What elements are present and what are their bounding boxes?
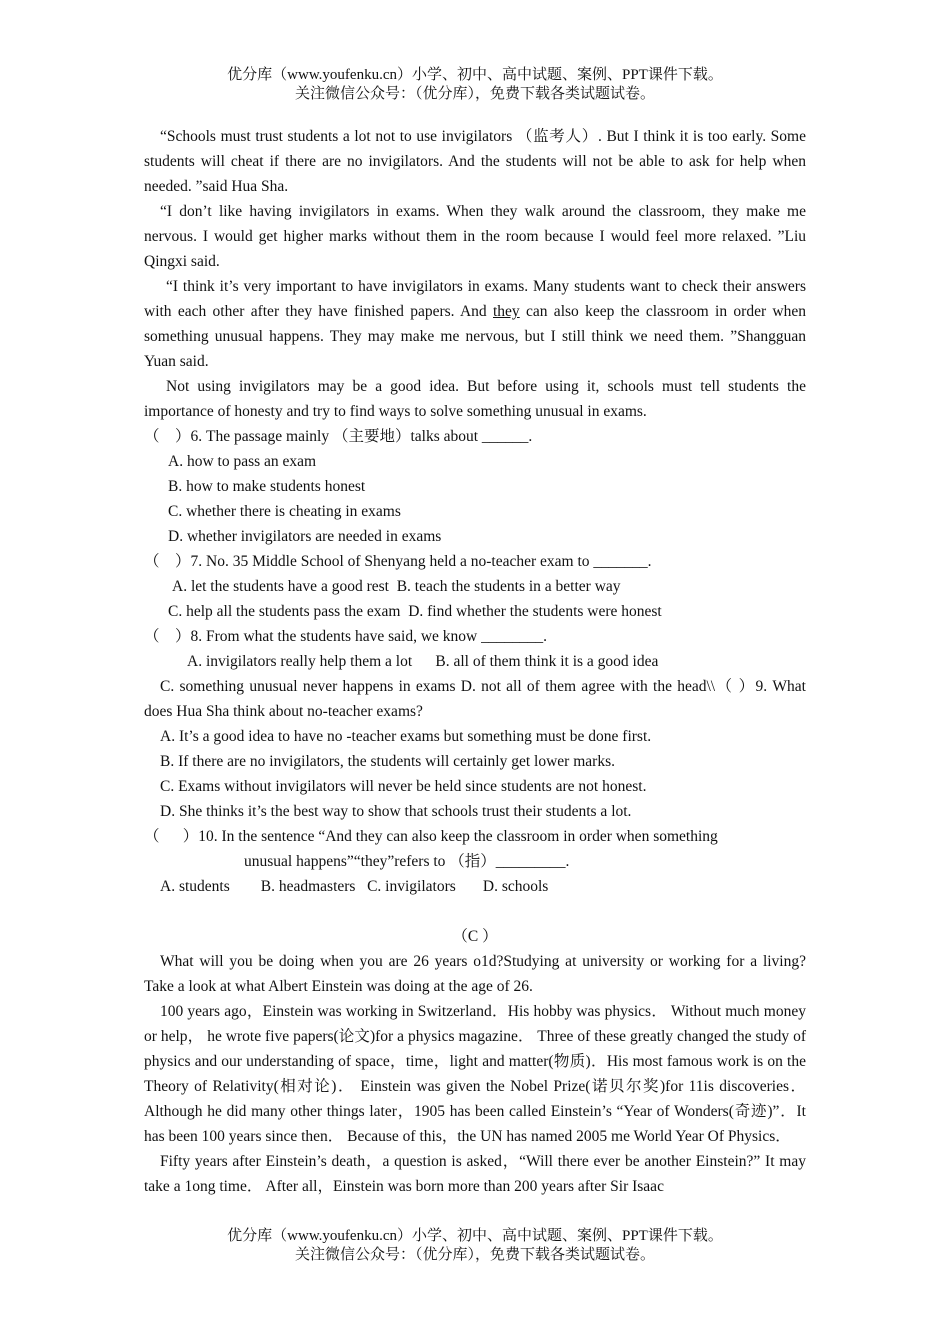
question-8-stem: （ ）8. From what the students have said, we know ________. xyxy=(144,628,547,645)
question-8-options-ab: A. invigilators really help them a lot B. all of them think it is a good idea xyxy=(187,653,659,670)
question-9-option-d: D. She thinks it’s the best way to show that schools trust their students a lot. xyxy=(160,803,632,820)
document-body xyxy=(144,124,806,1199)
paragraph-hua-sha: “Schools must trust students a lot not to use invigilators （监考人）. But I think it is too early. Some students will cheat if there are no invigilators. And the students will not be able to ask for help when needed. ”said Hua Sha. xyxy=(144,128,806,195)
section-c-paragraph-1: What will you be doing when you are 26 years o1d?Studying at university or working for a living? Take a look at what Albert Einstein was doing at the age of 26. xyxy=(144,953,806,995)
question-9-option-c: C. Exams without invigilators will never be held since students are not honest. xyxy=(160,778,647,795)
question-9-option-b: B. If there are no invigilators, the students will certainly get lower marks. xyxy=(160,753,615,770)
footer-line-2: 关注微信公众号：（优分库），免费下载各类试题试卷。 xyxy=(294,1247,655,1263)
section-c-label: （C ） xyxy=(452,928,498,945)
question-6-option-c: C. whether there is cheating in exams xyxy=(168,503,401,520)
paragraph-text: “I think it’s very important to have invigilators in exams. Many students want to check their answers with each other after they have finished papers. And xyxy=(144,278,806,320)
paragraph-conclusion: Not using invigilators may be a good idea. But before using it, schools must tell students the importance of honesty and try to find ways to solve something unusual in exams. xyxy=(144,378,806,420)
question-6-option-b: B. how to make students honest xyxy=(168,478,366,495)
question-6-stem: （ ）6. The passage mainly （主要地）talks about ______. xyxy=(144,428,533,445)
header-line-2: 关注微信公众号：（优分库），免费下载各类试题试卷。 xyxy=(294,86,655,102)
footer-line-1: 优分库（www.youfenku.cn）小学、初中、高中试题、案例、PPT课件下载。 xyxy=(227,1228,723,1244)
paragraph-liu-qingxi: “I don’t like having invigilators in exams. When they walk around the classroom, they make me nervous. I would get higher marks without them in the room because I would feel more relaxed. ”Liu Qingxi said. xyxy=(144,203,806,270)
paragraph-text: can also keep the classroom in order when something unusual happens. They may make me nervous, but I still think we need them. ”Shangguan Yuan said. xyxy=(144,303,806,370)
section-c-paragraph-3: Fifty years after Einstein’s death，a question is asked，“Will there ever be another Einstein?” It may take a 1ong time． After all，Einstein was born more than 200 years after Sir Isaac xyxy=(144,1153,806,1195)
section-c-paragraph-2: 100 years ago，Einstein was working in Switzerland．His hobby was physics． Without much money or help， he wrote five papers(论文)for a physics magazine． Three of these greatly changed the study of physics and our understanding of space，time，light and matter(物质)．His most famous work is on the Theory of Relativity(相对论)． Einstein was given the Nobel Prize(诺贝尔奖)for 11is discoveries． Although he did many other things later，1905 has been called Einstein’s “Year of Wonders(奇迹)”．It has been 100 years since then． Because of this，the UN has named 2005 me World Year Of Physics． xyxy=(144,1003,806,1145)
question-7-options-ab: A. let the students have a good rest B. teach the students in a better way xyxy=(172,578,621,595)
question-10-stem: （ ）10. In the sentence “And they can also keep the classroom in order when something xyxy=(144,828,718,845)
page-header xyxy=(0,66,950,104)
question-6-option-d: D. whether invigilators are needed in exams xyxy=(168,528,442,545)
question-7-stem: （ ）7. No. 35 Middle School of Shenyang held a no-teacher exam to _______. xyxy=(144,553,652,570)
question-7-options-cd: C. help all the students pass the exam D. find whether the students were honest xyxy=(168,603,662,620)
question-6-option-a: A. how to pass an exam xyxy=(168,453,317,470)
question-10-options: A. students B. headmasters C. invigilators D. schools xyxy=(160,878,549,895)
question-10-stem-continued: unusual happens”“they”refers to （指）_________. xyxy=(244,853,570,870)
header-line-1: 优分库（www.youfenku.cn）小学、初中、高中试题、案例、PPT课件下载。 xyxy=(227,67,723,83)
question-8-options-cd-and-question-9: C. something unusual never happens in exams D. not all of them agree with the head\\（ ）9. What does Hua Sha think about no-teacher exams? xyxy=(144,678,806,720)
underlined-word-they: they xyxy=(493,303,520,320)
paragraph-shangguan-yuan xyxy=(144,274,806,374)
question-9-option-a: A. It’s a good idea to have no -teacher exams but something must be done first. xyxy=(160,728,652,745)
section-gap xyxy=(144,899,806,924)
page-footer xyxy=(0,1227,950,1265)
